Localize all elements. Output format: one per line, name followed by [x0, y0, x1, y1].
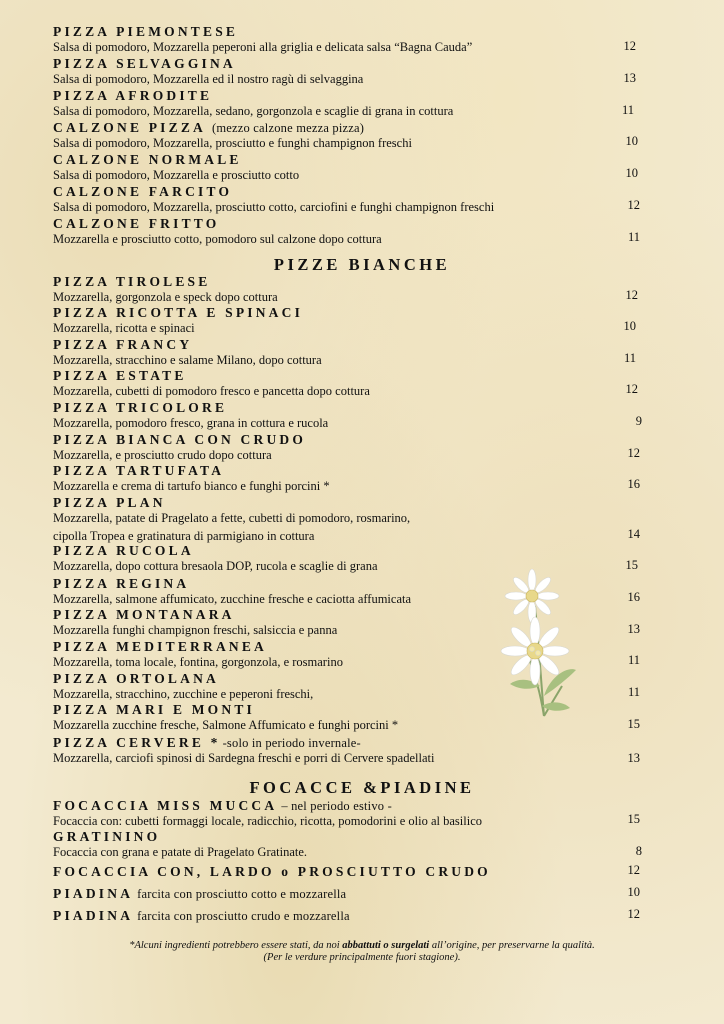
item-desc: Mozzarella, ricotta e spinaci	[53, 321, 195, 335]
item-name: PIZZA MEDITERRANEA	[53, 639, 267, 654]
item-price: 12	[627, 198, 640, 212]
footnote-text: *Alcuni ingredienti potrebbero essere stati, da noi	[129, 940, 343, 951]
item-name: PIZZA AFRODITE	[53, 88, 213, 103]
item-price: 11	[627, 230, 640, 244]
item-name: CALZONE FARCITO	[53, 184, 233, 199]
menu-item	[53, 401, 673, 431]
item-name: PIZZA PIEMONTESE	[53, 24, 239, 39]
item-desc: Focaccia con grana e patate di Pragelato Gratinate.	[53, 845, 308, 859]
item-price: 11	[627, 685, 640, 699]
item-price: 12	[625, 382, 638, 396]
item-desc: Mozzarella, toma locale, fontina, gorgonzola, e rosmarino	[53, 655, 343, 669]
item-name: GRATININO	[53, 829, 161, 844]
menu-item	[53, 25, 673, 55]
item-price: 10	[625, 166, 638, 180]
item-price: 16	[627, 477, 640, 491]
menu-item	[53, 185, 673, 215]
item-desc: Focaccia con: cubetti formaggi locale, radicchio, ricotta, pomodorini e olio al basilico	[53, 814, 483, 828]
item-desc: Mozzarella e crema di tartufo bianco e funghi porcini *	[53, 479, 330, 493]
menu-item	[53, 275, 673, 305]
footnote	[0, 940, 724, 964]
item-desc: Mozzarella, stracchino e salame Milano, dopo cottura	[53, 353, 322, 367]
menu-item	[53, 496, 673, 544]
item-price: 12	[627, 446, 640, 460]
item-name: PIZZA TIROLESE	[53, 274, 211, 289]
item-name: PIADINA	[53, 908, 134, 923]
footnote-line2: (Per le verdure principalmente fuori stagione).	[263, 952, 461, 963]
item-desc: Mozzarella, cubetti di pomodoro fresco e pancetta dopo cottura	[53, 384, 370, 398]
item-price: 13	[623, 71, 636, 85]
item-price: 13	[627, 751, 640, 765]
item-name: PIZZA RUCOLA	[53, 543, 194, 558]
item-desc: Mozzarella, stracchino, zucchine e peperoni freschi,	[53, 687, 314, 701]
menu-item	[53, 799, 673, 829]
item-desc: Salsa di pomodoro, Mozzarella, prosciutto e funghi champignon freschi	[53, 136, 412, 150]
item-name: PIZZA SELVAGGINA	[53, 56, 236, 71]
item-desc: Mozzarella, dopo cottura bresaola DOP, rucola e scaglie di grana	[53, 559, 378, 573]
item-name-text: PIZZA CERVERE *	[53, 735, 221, 750]
item-note: (mezzo calzone mezza pizza)	[212, 121, 365, 135]
item-name-text: FOCACCIA MISS MUCCA	[53, 798, 278, 813]
item-price: 12	[625, 288, 638, 302]
menu-item	[53, 369, 673, 399]
menu-item	[53, 830, 673, 860]
menu-item	[53, 863, 491, 881]
item-desc: Mozzarella funghi champignon freschi, salsiccia e panna	[53, 623, 338, 637]
item-price: 12	[627, 907, 640, 921]
item-price: 12	[623, 39, 636, 53]
item-name: CALZONE NORMALE	[53, 152, 242, 167]
menu-item	[53, 433, 673, 463]
item-price: 11	[627, 653, 640, 667]
item-desc: Salsa di pomodoro, Mozzarella, sedano, gorgonzola e scaglie di grana in cottura	[53, 104, 454, 118]
item-name: PIZZA RICOTTA E SPINACI	[53, 305, 304, 320]
item-name: PIZZA BIANCA CON CRUDO	[53, 432, 307, 447]
menu-item	[53, 306, 673, 336]
item-desc-line2: cipolla Tropea e gratinatura di parmigiano in cottura	[53, 529, 315, 543]
item-desc: farcita con prosciutto cotto e mozzarella	[137, 887, 347, 901]
item-price: 14	[627, 527, 640, 541]
item-name	[53, 736, 673, 750]
menu-item	[53, 153, 673, 183]
item-note: – nel periodo estivo -	[281, 799, 392, 813]
item-desc: Mozzarella, patate di Pragelato a fette, cubetti di pomodoro, rosmarino,	[53, 511, 411, 525]
item-price: 11	[621, 103, 634, 117]
item-name: PIZZA MONTANARA	[53, 607, 235, 622]
item-note: -solo in periodo invernale-	[222, 736, 361, 750]
item-name: PIZZA REGINA	[53, 576, 190, 591]
item-name	[53, 121, 673, 135]
footnote-text-end: all’origine, per preservarne la qualità.	[429, 940, 595, 951]
item-name: PIZZA ORTOLANA	[53, 671, 219, 686]
item-desc: Mozzarella, e prosciutto crudo dopo cottura	[53, 448, 272, 462]
item-name	[53, 799, 673, 813]
item-price: 13	[627, 622, 640, 636]
item-price: 15	[627, 812, 640, 826]
footnote-bold: abbattuti o surgelati	[342, 940, 430, 951]
section-title-focacce-piadine: FOCACCE &PIADINE	[249, 778, 475, 797]
item-price: 10	[625, 134, 638, 148]
item-name: PIZZA MARI E MONTI	[53, 702, 255, 717]
item-price: 15	[625, 558, 638, 572]
item-price: 10	[623, 319, 636, 333]
item-desc: Mozzarella, gorgonzola e speck dopo cottura	[53, 290, 278, 304]
item-price: 12	[627, 863, 640, 877]
item-name: FOCACCIA CON, LARDO o PROSCIUTTO CRUDO	[53, 864, 491, 879]
item-desc: Mozzarella, salmone affumicato, zucchine fresche e caciotta affumicata	[53, 592, 412, 606]
menu-item	[53, 89, 673, 119]
item-name: PIZZA FRANCY	[53, 337, 193, 352]
item-price: 9	[635, 414, 642, 428]
item-price: 11	[623, 351, 636, 365]
menu-item	[53, 907, 350, 925]
item-desc: farcita con prosciutto crudo e mozzarella	[137, 909, 350, 923]
section-title-pizze-bianche: PIZZE BIANCHE	[273, 255, 451, 274]
item-price: 16	[627, 590, 640, 604]
item-price: 10	[627, 885, 640, 899]
menu-item	[53, 885, 346, 903]
menu-item	[53, 736, 673, 766]
menu-item	[53, 57, 673, 87]
menu-item	[53, 121, 673, 151]
item-desc: Salsa di pomodoro, Mozzarella e prosciutto cotto	[53, 168, 300, 182]
edelweiss-flower-icon	[480, 566, 600, 726]
item-name: CALZONE FRITTO	[53, 216, 220, 231]
item-desc: Mozzarella e prosciutto cotto, pomodoro sul calzone dopo cottura	[53, 232, 382, 246]
menu-item	[53, 217, 673, 247]
item-desc: Mozzarella, carciofi spinosi di Sardegna freschi e porri di Cervere spadellati	[53, 751, 435, 765]
footnote-line1	[0, 940, 724, 952]
item-price: 8	[635, 844, 642, 858]
item-desc: Mozzarella, pomodoro fresco, grana in cottura e rucola	[53, 416, 329, 430]
item-name: PIZZA TRICOLORE	[53, 400, 228, 415]
menu-item	[53, 464, 673, 494]
item-name: PIZZA PLAN	[53, 495, 166, 510]
item-desc: Salsa di pomodoro, Mozzarella ed il nostro ragù di selvaggina	[53, 72, 364, 86]
item-desc: Salsa di pomodoro, Mozzarella peperoni alla griglia e delicata salsa “Bagna Cauda”	[53, 40, 473, 54]
item-name-text: CALZONE PIZZA	[53, 120, 206, 135]
menu-item	[53, 338, 673, 368]
item-name: PIZZA ESTATE	[53, 368, 187, 383]
item-price: 15	[627, 717, 640, 731]
item-name: PIZZA TARTUFATA	[53, 463, 225, 478]
item-desc: Salsa di pomodoro, Mozzarella, prosciutto cotto, carciofini e funghi champignon freschi	[53, 200, 495, 214]
item-desc: Mozzarella zucchine fresche, Salmone Affumicato e funghi porcini *	[53, 718, 399, 732]
item-name: PIADINA	[53, 886, 134, 901]
